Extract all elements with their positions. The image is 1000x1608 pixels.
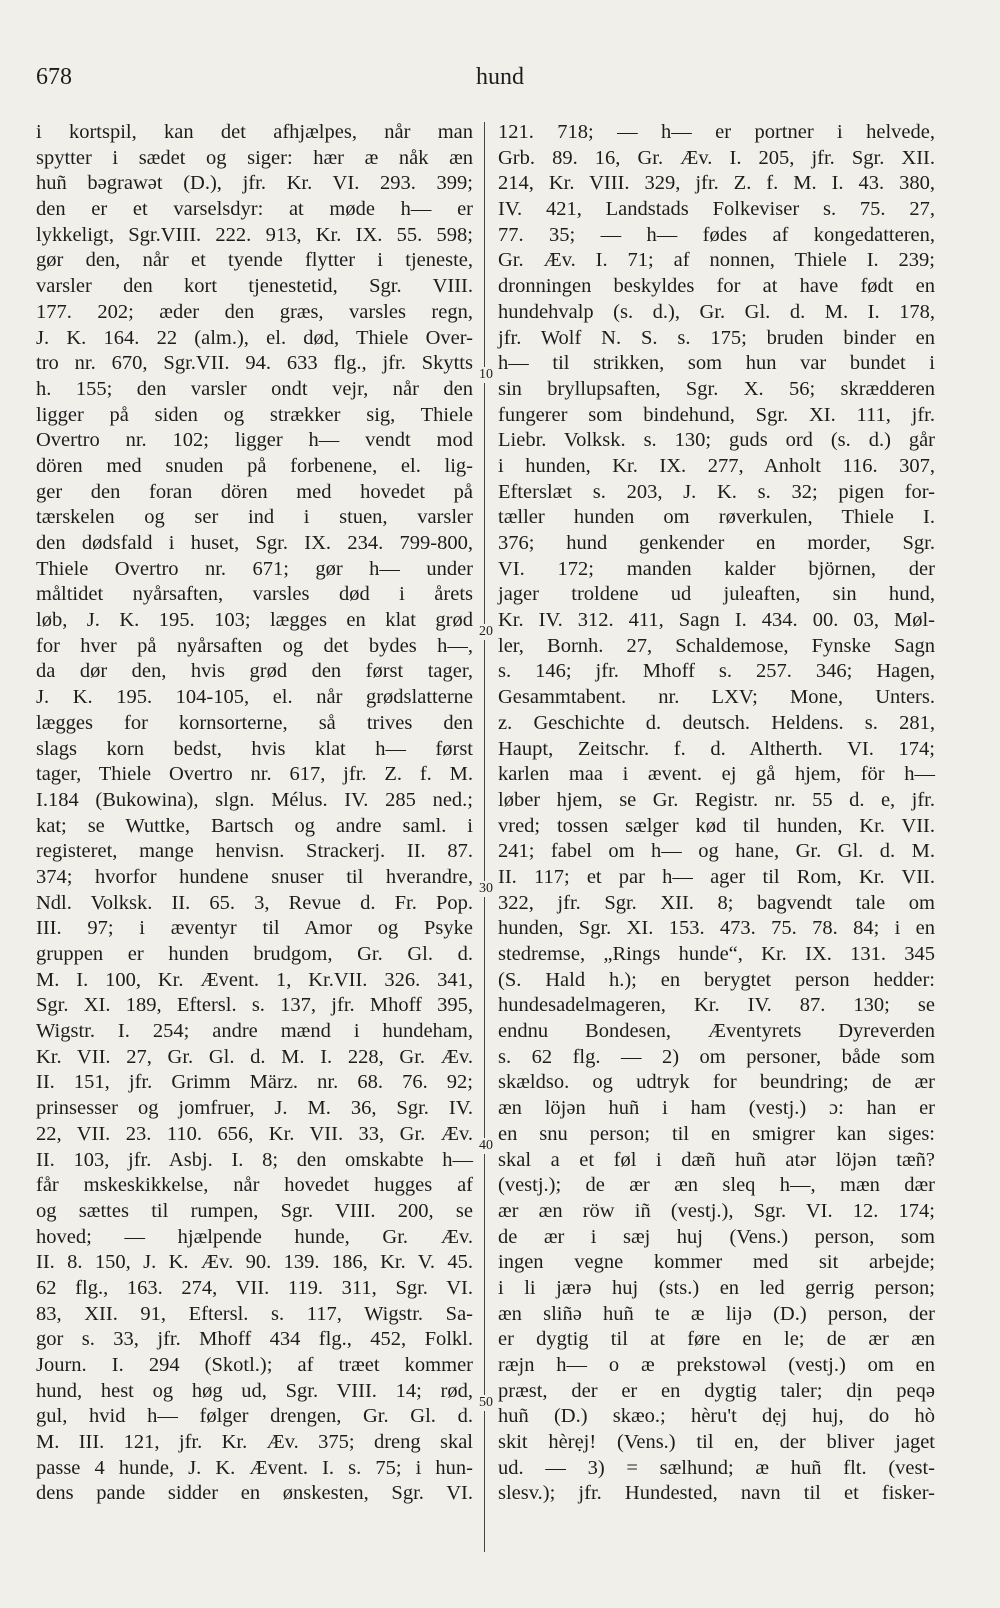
text-line: gør den, når et tyende flytter i tjeneste, bbox=[36, 249, 473, 272]
text-line: dens pande sidder en ønskesten, Sgr. VI. bbox=[36, 1482, 473, 1505]
text-line: fungerer som bindehund, Sgr. XI. 111, jfr. bbox=[498, 403, 935, 426]
text-line: gul, hvid h— følger drengen, Gr. Gl. d. bbox=[36, 1405, 473, 1428]
line-number-50: 50 bbox=[479, 1395, 493, 1410]
text-line: den er et varselsdyr: at møde h— er bbox=[36, 198, 473, 221]
text-line: slesv.); jfr. Hundested, navn til et fisker- bbox=[498, 1482, 935, 1505]
text-line: ingen vegne kommer med sit arbejde; bbox=[498, 1251, 935, 1274]
text-line: Liebr. Volksk. s. 130; guds ord (s. d.) går bbox=[498, 429, 935, 452]
line-number-40: 40 bbox=[479, 1138, 493, 1153]
line-number-10: 10 bbox=[479, 367, 493, 382]
text-line: jfr. Wolf N. S. s. 175; bruden binder en bbox=[498, 326, 935, 349]
text-line: z. Geschichte d. deutsch. Heldens. s. 281, bbox=[498, 711, 935, 734]
text-line: får mskeskikkelse, når hovedet hugges af bbox=[36, 1174, 473, 1197]
text-line: da dør den, hvis grød den først tager, bbox=[36, 660, 473, 683]
text-line: II. 8. 150, J. K. Æv. 90. 139. 186, Kr. V. 45. bbox=[36, 1251, 473, 1274]
text-line: lægges for kornsorterne, så trives den bbox=[36, 711, 473, 734]
running-head: hund bbox=[476, 64, 524, 90]
text-line: VI. 172; manden kalder björnen, der bbox=[498, 557, 935, 580]
text-line: 177. 202; æder den græs, varsles regn, bbox=[36, 300, 473, 323]
text-line: huñ (D.) skæo.; hèru't dẹj huj, do hò bbox=[498, 1405, 935, 1428]
text-line: vred; tossen sælger kød til hunden, Kr. VII. bbox=[498, 814, 935, 837]
page-number: 678 bbox=[36, 64, 72, 90]
line-number-20: 20 bbox=[479, 624, 493, 639]
text-line: ger den foran dören med hovedet på bbox=[36, 480, 473, 503]
text-line: ræjn h— o æ prekstowəl (vestj.) om en bbox=[498, 1354, 935, 1376]
text-line: 241; fabel om h— og hane, Gr. Gl. d. M. bbox=[498, 840, 935, 863]
text-line: hundehvalp (s. d.), Gr. Gl. d. M. I. 178, bbox=[498, 300, 935, 323]
text-line: en snu person; til en smigrer kan siges: bbox=[498, 1122, 935, 1145]
text-line: hundesadelmageren, Kr. IV. 87. 130; se bbox=[498, 994, 935, 1017]
text-line: 121. 718; — h— er portner i helvede, bbox=[498, 121, 935, 143]
text-line: tæller hunden om røverkulen, Thiele I. bbox=[498, 506, 935, 529]
text-line: hoved; — hjælpende hunde, Gr. Æv. bbox=[36, 1225, 473, 1248]
text-line: 376; hund genkender en morder, Sgr. bbox=[498, 532, 935, 554]
text-line: (S. Hald h.); en berygtet person hedder: bbox=[498, 968, 935, 991]
text-line: stedremse, „Rings hunde“, Kr. IX. 131. 345 bbox=[498, 943, 935, 965]
text-line: sin bryllupsaften, Sgr. X. 56; skrædderen bbox=[498, 377, 935, 400]
column-divider bbox=[484, 122, 485, 1552]
text-line: ud. — 3) = sælhund; æ huñ flt. (vest- bbox=[498, 1456, 935, 1479]
text-line: 77. 35; — h— fødes af kongedatteren, bbox=[498, 223, 935, 246]
text-line: de ær i sæj huj (Vens.) person, som bbox=[498, 1225, 935, 1248]
text-line: er dygtig til at føre en le; de ær æn bbox=[498, 1328, 935, 1351]
text-line: 374; hvorfor hundene snuser til hverandre, bbox=[36, 865, 473, 888]
text-line: måltidet nyårsaften, varsles død i årets bbox=[36, 583, 473, 606]
text-line: dronningen beskyldes for at have født en bbox=[498, 275, 935, 298]
text-line: ær æn röw iñ (vestj.), Sgr. VI. 12. 174; bbox=[498, 1199, 935, 1222]
text-line: kat; se Wuttke, Bartsch og andre saml. i bbox=[36, 814, 473, 837]
text-line: 83, XII. 91, Eftersl. s. 117, Wigstr. Sa- bbox=[36, 1302, 473, 1325]
text-line: J. K. 195. 104-105, el. når grødslatterne bbox=[36, 686, 473, 709]
text-line: endnu Bondesen, Æventyrets Dyreverden bbox=[498, 1020, 935, 1043]
text-line: Haupt, Zeitschr. f. d. Altherth. VI. 174; bbox=[498, 737, 935, 760]
text-line: Efterslæt s. 203, J. K. s. 32; pigen for- bbox=[498, 480, 935, 503]
text-line: 322, jfr. Sgr. XII. 8; bagvendt tale om bbox=[498, 891, 935, 914]
text-line: i li jærə huj (sts.) en led gerrig person; bbox=[498, 1276, 935, 1299]
text-line: ler, Bornh. 27, Schaldemose, Fynske Sagn bbox=[498, 634, 935, 657]
text-line: Gr. Æv. I. 71; af nonnen, Thiele I. 239; bbox=[498, 249, 935, 272]
text-line: 22, VII. 23. 110. 656, Kr. VII. 33, Gr. Æv. bbox=[36, 1122, 473, 1145]
text-line: 214, Kr. VIII. 329, jfr. Z. f. M. I. 43. 380, bbox=[498, 172, 935, 195]
text-line: spytter i sædet og siger: hær æ nåk æn bbox=[36, 146, 473, 169]
text-line: s. 146; jfr. Mhoff s. 257. 346; Hagen, bbox=[498, 660, 935, 683]
text-line: varsler den kort tjenestetid, Sgr. VIII. bbox=[36, 275, 473, 298]
text-line: Wigstr. I. 254; andre mænd i hundeham, bbox=[36, 1020, 473, 1043]
text-line: huñ bəgrawət (D.), jfr. Kr. VI. 293. 399; bbox=[36, 172, 473, 195]
text-line: præst, der er en dygtig taler; dịn peqə bbox=[498, 1379, 935, 1402]
text-line: 62 flg., 163. 274, VII. 119. 311, Sgr. VI. bbox=[36, 1276, 473, 1299]
text-line: hunden, Sgr. XI. 153. 473. 75. 78. 84; i en bbox=[498, 917, 935, 940]
text-line: prinsesser og jomfruer, J. M. 36, Sgr. IV. bbox=[36, 1097, 473, 1120]
text-line: IV. 421, Landstads Folkeviser s. 75. 27, bbox=[498, 198, 935, 221]
text-line: i hunden, Kr. IX. 277, Anholt 116. 307, bbox=[498, 454, 935, 477]
text-line: ligger på siden og strækker sig, Thiele bbox=[36, 403, 473, 426]
text-line: Kr. VII. 27, Gr. Gl. d. M. I. 228, Gr. Æv. bbox=[36, 1045, 473, 1068]
text-line: tro nr. 670, Sgr.VII. 94. 633 flg., jfr. Skytts bbox=[36, 352, 473, 375]
text-line: h— til strikken, som hun var bundet i bbox=[498, 352, 935, 375]
text-line: tager, Thiele Overtro nr. 617, jfr. Z. f. M. bbox=[36, 763, 473, 786]
text-line: Ndl. Volksk. II. 65. 3, Revue d. Fr. Pop. bbox=[36, 891, 473, 914]
text-line: I.184 (Bukowina), slgn. Mélus. IV. 285 ned.; bbox=[36, 788, 473, 811]
text-line: II. 103, jfr. Asbj. I. 8; den omskabte h— bbox=[36, 1148, 473, 1171]
left-column bbox=[36, 120, 473, 1507]
text-line: (vestj.); de ær æn sleq h—, mæn dær bbox=[498, 1174, 935, 1197]
text-line: dören med snuden på forbenene, el. lig- bbox=[36, 454, 473, 477]
text-line: og sættes til rumpen, Sgr. VIII. 200, se bbox=[36, 1199, 473, 1222]
text-line: J. K. 164. 22 (alm.), el. død, Thiele Over- bbox=[36, 326, 473, 349]
text-line: den dødsfald i huset, Sgr. IX. 234. 799-800, bbox=[36, 532, 473, 554]
text-line: M. III. 121, jfr. Kr. Æv. 375; dreng skal bbox=[36, 1431, 473, 1454]
text-line: skit hèrẹj! (Vens.) til en, der bliver jaget bbox=[498, 1431, 935, 1454]
text-line: Grb. 89. 16, Gr. Æv. I. 205, jfr. Sgr. XII. bbox=[498, 146, 935, 169]
text-line: for hver på nyårsaften og det bydes h—, bbox=[36, 634, 473, 657]
text-line: hund, hest og høg ud, Sgr. VIII. 14; rød, bbox=[36, 1379, 473, 1402]
text-line: registeret, mange henvisn. Strackerj. II. 87. bbox=[36, 840, 473, 863]
text-line: slags korn bedst, hvis klat h— først bbox=[36, 737, 473, 760]
text-line: skal a et føl i dæñ huñ atər löjən tæñ? bbox=[498, 1148, 935, 1171]
text-line: jager troldene ud juleaften, sin hund, bbox=[498, 583, 935, 606]
text-line: Journ. I. 294 (Skotl.); af træet kommer bbox=[36, 1354, 473, 1376]
text-line: karlen maa i ævent. ej gå hjem, för h— bbox=[498, 763, 935, 786]
line-number-30: 30 bbox=[479, 881, 493, 896]
text-line: løb, J. K. 195. 103; lægges en klat grød bbox=[36, 609, 473, 632]
text-line: h. 155; den varsler ondt vejr, når den bbox=[36, 377, 473, 400]
text-line: II. 117; et par h— ager til Rom, Kr. VII. bbox=[498, 865, 935, 888]
text-line: æn sliñə huñ te æ lijə (D.) person, der bbox=[498, 1302, 935, 1325]
text-line: gruppen er hunden brudgom, Gr. Gl. d. bbox=[36, 943, 473, 965]
text-line: løber hjem, se Gr. Registr. nr. 55 d. e, jfr. bbox=[498, 788, 935, 811]
text-line: M. I. 100, Kr. Ævent. 1, Kr.VII. 326. 341, bbox=[36, 968, 473, 991]
text-line: Sgr. XI. 189, Eftersl. s. 137, jfr. Mhoff 395, bbox=[36, 994, 473, 1017]
text-line: gor s. 33, jfr. Mhoff 434 flg., 452, Folkl. bbox=[36, 1328, 473, 1351]
text-line: II. 151, jfr. Grimm März. nr. 68. 76. 92; bbox=[36, 1071, 473, 1094]
text-line: tærskelen og ser ind i stuen, varsler bbox=[36, 506, 473, 529]
text-line: s. 62 flg. — 2) om personer, både som bbox=[498, 1045, 935, 1068]
text-line: III. 97; i æventyr til Amor og Psyke bbox=[36, 917, 473, 940]
text-line: Overtro nr. 102; ligger h— vendt mod bbox=[36, 429, 473, 452]
text-line: æn löjən huñ i ham (vestj.) ɔ: han er bbox=[498, 1097, 935, 1120]
text-line: lykkeligt, Sgr.VIII. 222. 913, Kr. IX. 55. 598; bbox=[36, 223, 473, 246]
text-line: i kortspil, kan det afhjælpes, når man bbox=[36, 121, 473, 143]
text-line: Kr. IV. 312. 411, Sagn I. 434. 00. 03, Møl- bbox=[498, 609, 935, 632]
text-line: Gesammtabent. nr. LXV; Mone, Unters. bbox=[498, 686, 935, 709]
text-line: Thiele Overtro nr. 671; gør h— under bbox=[36, 557, 473, 580]
text-line: skældso. og udtryk for beundring; de ær bbox=[498, 1071, 935, 1094]
text-line: passe 4 hunde, J. K. Ævent. I. s. 75; i hun- bbox=[36, 1456, 473, 1479]
right-column bbox=[498, 120, 935, 1507]
